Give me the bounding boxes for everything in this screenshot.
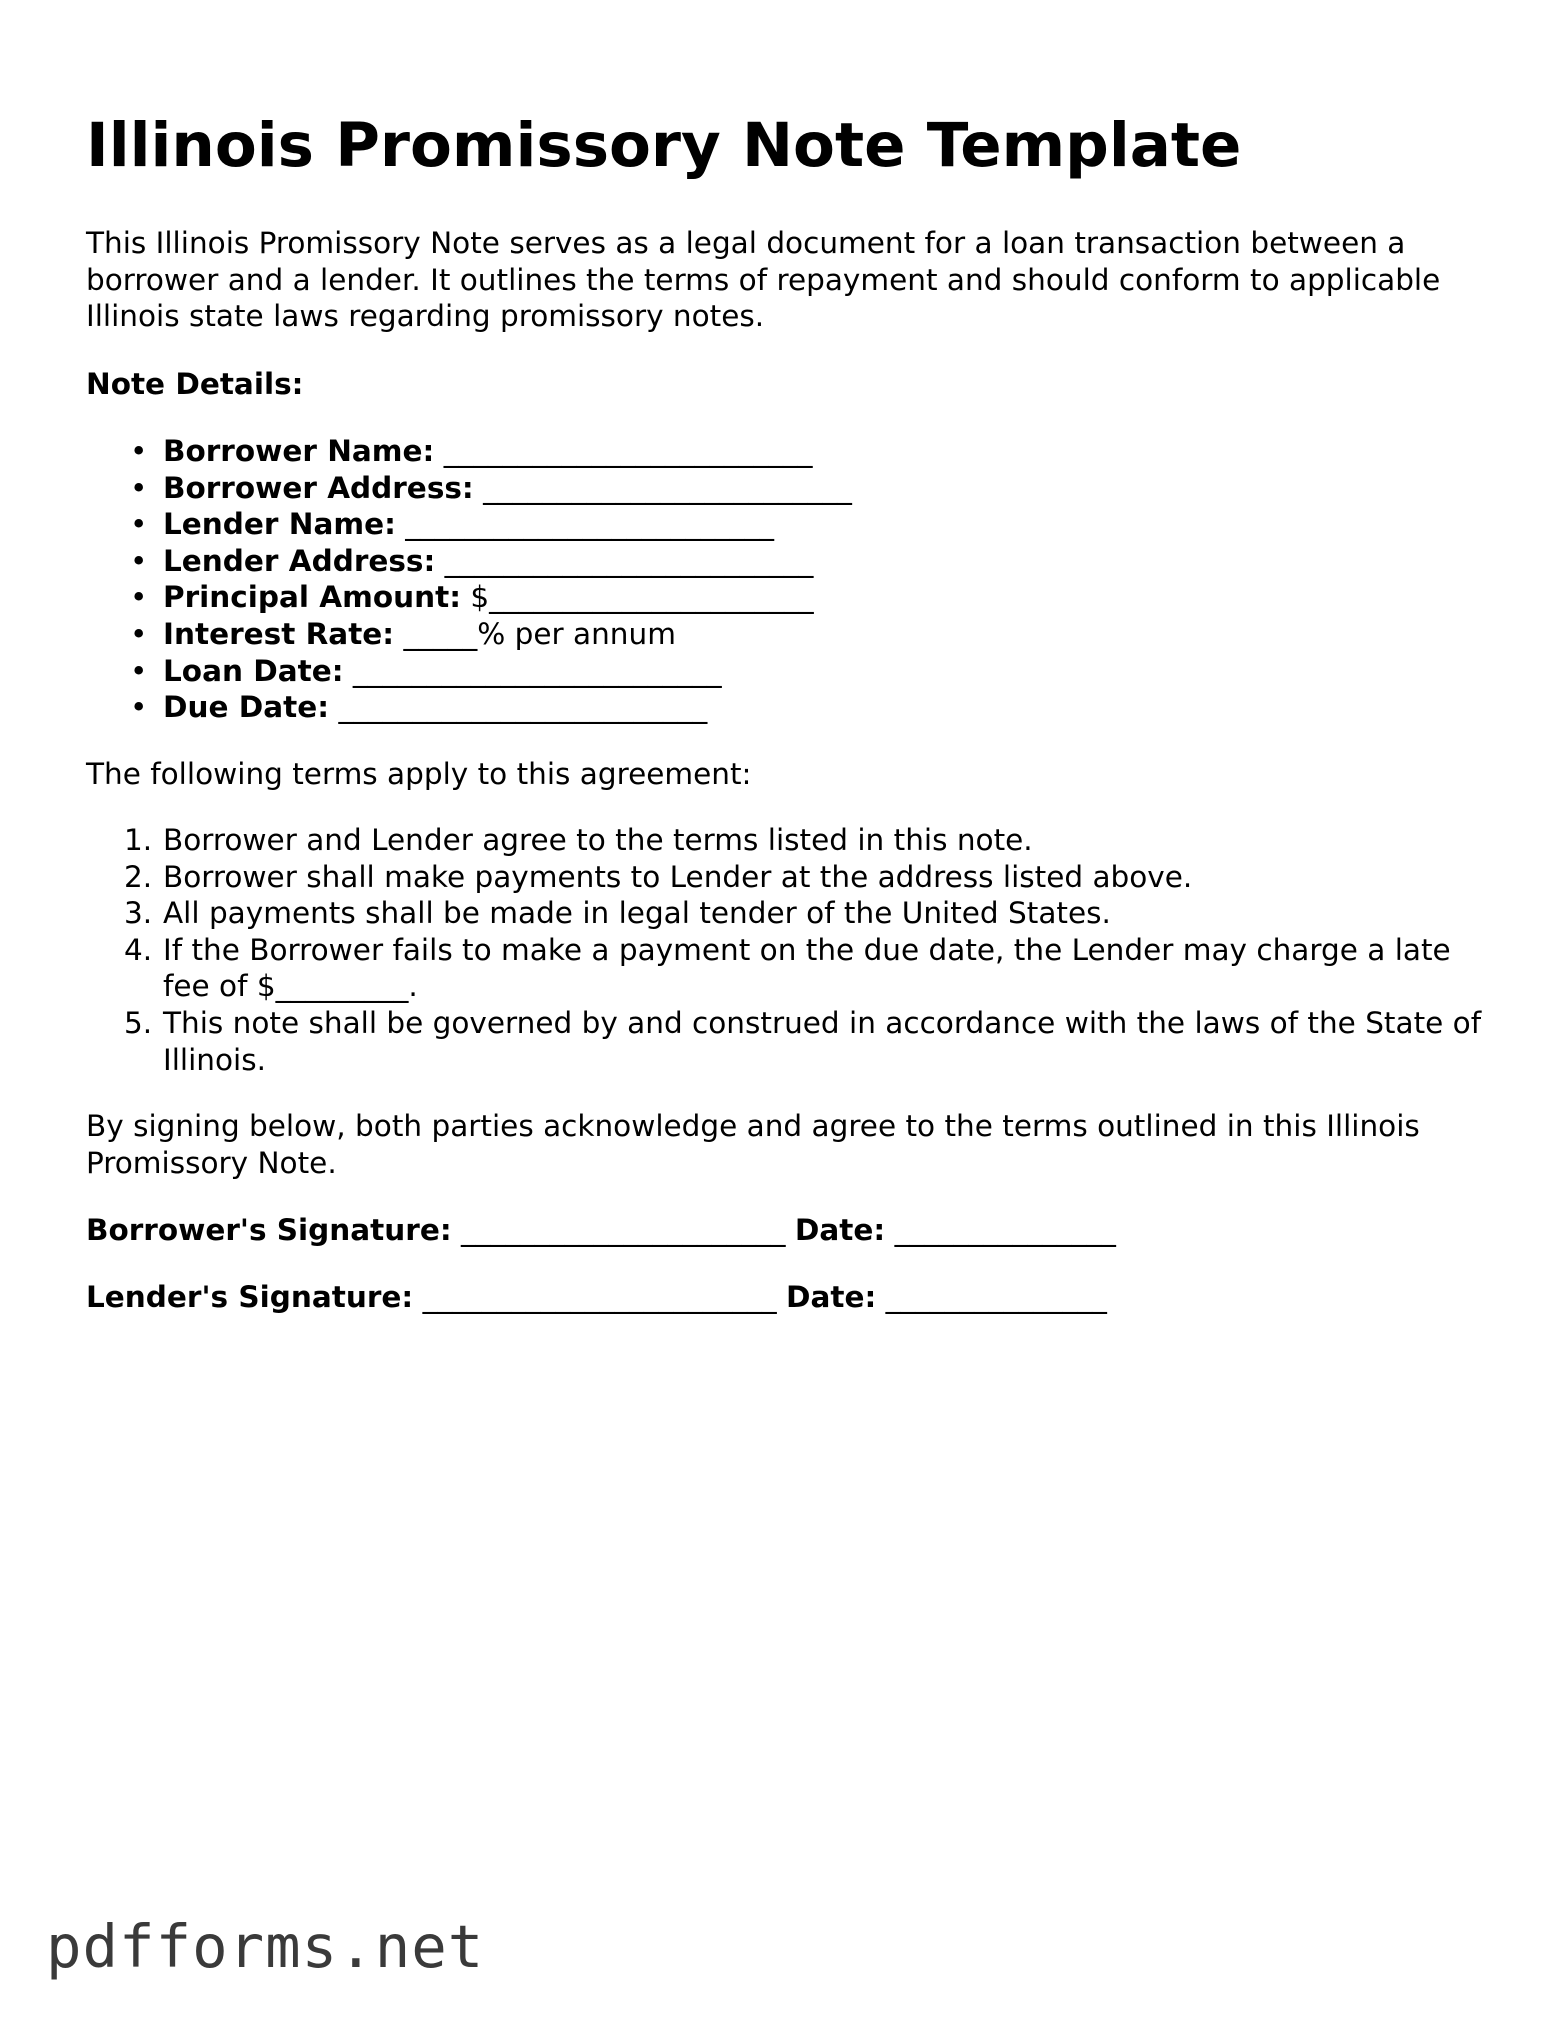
detail-blank: _________________________ xyxy=(435,543,814,578)
lender-signature-line xyxy=(86,1279,1107,1316)
term-number: 5. xyxy=(124,1005,153,1040)
detail-item-loan-date xyxy=(86,653,852,690)
bullet-icon: • xyxy=(130,616,148,651)
detail-blank: _____% per annum xyxy=(394,616,676,651)
bullet-icon: • xyxy=(130,507,148,542)
terms-intro: The following terms apply to this agreement: xyxy=(86,757,752,791)
borrower-signature-blank: ______________________ xyxy=(451,1213,795,1247)
detail-item-lender-name xyxy=(86,506,852,543)
closing-paragraph: By signing below, both parties acknowledge and agree to the terms outlined in this Illinois Promissory Note. xyxy=(86,1109,1420,1180)
detail-item-borrower-name xyxy=(86,433,852,470)
term-text: This note shall be governed by and construed in accordance with the laws of the State of Illinois. xyxy=(163,1005,1482,1077)
term-number: 1. xyxy=(124,823,153,857)
bullet-icon: • xyxy=(130,580,148,615)
detail-label: Principal Amount: xyxy=(163,580,462,615)
bullet-icon: • xyxy=(130,653,148,688)
detail-blank: _________________________ xyxy=(329,690,708,725)
bullet-icon: • xyxy=(130,434,148,468)
term-item-1 xyxy=(86,822,1486,859)
lender-signature-blank: ________________________ xyxy=(413,1280,786,1314)
detail-item-lender-address xyxy=(86,543,852,580)
term-number: 2. xyxy=(124,859,153,894)
term-text: If the Borrower fails to make a payment on the due date, the Lender may charge a late fee of $_________. xyxy=(163,932,1451,1004)
detail-blank: _________________________ xyxy=(343,653,722,688)
term-number: 3. xyxy=(124,896,153,931)
watermark-text: pdfforms.net xyxy=(46,1912,485,1981)
detail-item-interest-rate xyxy=(86,616,852,653)
lender-date-label: Date: xyxy=(785,1280,877,1314)
term-item-4 xyxy=(86,932,1486,1005)
detail-item-borrower-address xyxy=(86,470,852,507)
bullet-icon: • xyxy=(130,470,148,505)
detail-blank: _________________________ xyxy=(473,470,852,505)
lender-signature-label: Lender's Signature: xyxy=(86,1280,414,1314)
term-number: 4. xyxy=(124,932,153,967)
detail-label: Interest Rate: xyxy=(163,616,395,651)
lender-date-blank: _______________ xyxy=(876,1280,1107,1314)
page-title: Illinois Promissory Note Template xyxy=(86,110,1242,181)
detail-blank: _________________________ xyxy=(434,434,813,468)
details-heading: Note Details: xyxy=(86,367,304,401)
borrower-date-blank: _______________ xyxy=(885,1213,1116,1247)
detail-item-due-date xyxy=(86,689,852,726)
detail-blank: _________________________ xyxy=(395,507,775,542)
detail-label: Borrower Name: xyxy=(163,434,435,468)
detail-label: Lender Name: xyxy=(163,507,396,542)
detail-label: Borrower Address: xyxy=(163,470,474,505)
bullet-icon: • xyxy=(130,690,148,725)
term-item-3 xyxy=(86,895,1486,932)
intro-paragraph: This Illinois Promissory Note serves as a legal document for a loan transaction between a borrower and a lender. It outlines the terms of repayment and should conform to applicable Illinois state laws regarding promissory notes. xyxy=(86,226,1441,334)
details-list xyxy=(86,433,852,726)
borrower-date-label: Date: xyxy=(794,1213,886,1247)
detail-label: Lender Address: xyxy=(163,543,436,578)
term-text: Borrower and Lender agree to the terms listed in this note. xyxy=(163,823,1033,857)
terms-list xyxy=(86,822,1486,1078)
term-item-5 xyxy=(86,1005,1486,1078)
detail-label: Due Date: xyxy=(163,690,330,725)
term-item-2 xyxy=(86,859,1486,896)
detail-item-principal-amount xyxy=(86,579,852,616)
detail-label: Loan Date: xyxy=(163,653,344,688)
borrower-signature-label: Borrower's Signature: xyxy=(86,1213,452,1247)
bullet-icon: • xyxy=(130,543,148,578)
detail-blank: $______________________ xyxy=(461,580,814,615)
term-text: Borrower shall make payments to Lender at the address listed above. xyxy=(163,859,1193,894)
borrower-signature-line xyxy=(86,1212,1116,1249)
term-text: All payments shall be made in legal tender of the United States. xyxy=(163,896,1111,931)
